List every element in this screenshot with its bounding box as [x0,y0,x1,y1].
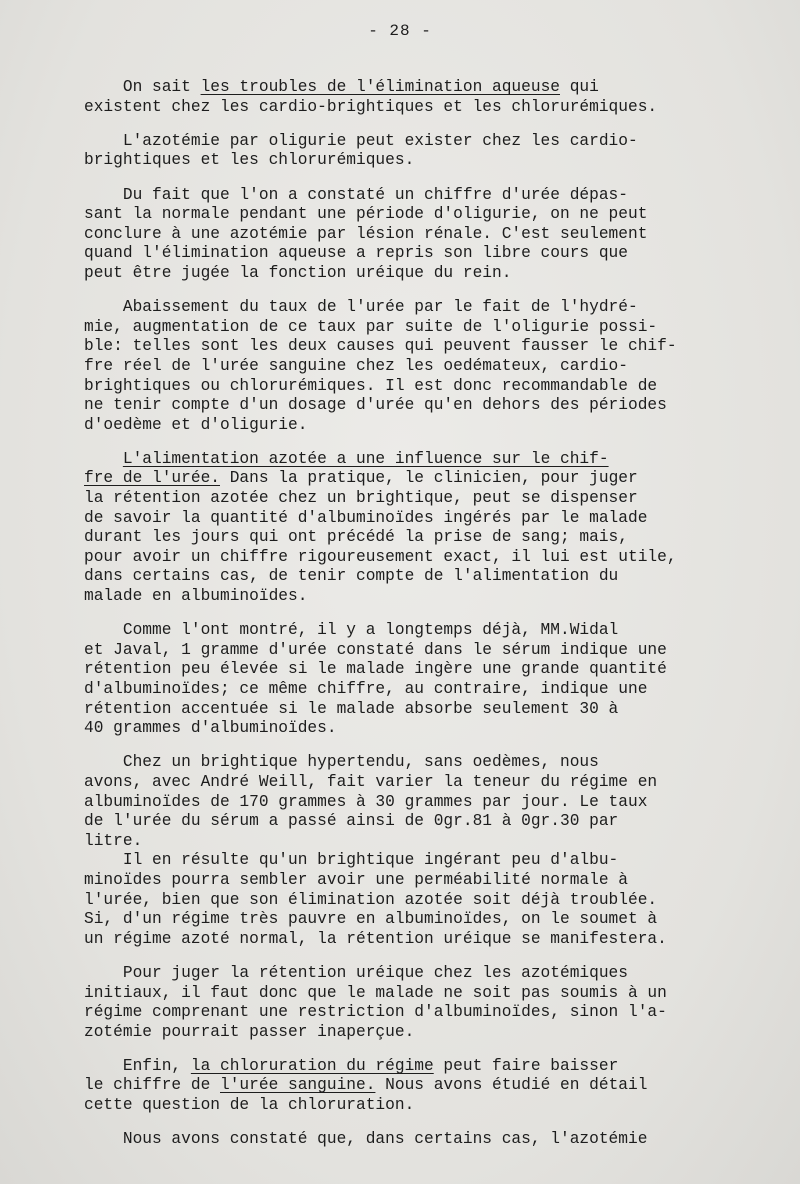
underlined-text: l'urée sanguine. [220,1076,376,1095]
text-segment: de savoir la quantité d'albuminoïdes ingérés par le malade [84,508,648,527]
paragraph [84,78,784,117]
underlined-text: L'alimentation azotée a une influence sur le chif- [122,449,609,468]
text-segment: sant la normale pendant une période d'oligurie, on ne peut [84,205,648,224]
text-line [84,1003,784,1023]
paragraph [84,1057,784,1116]
text-segment: Pour juger la rétention uréique chez les azotémiques [84,963,628,982]
text-segment: litre. [84,831,143,850]
text-segment: Il en résulte qu'un brightique ingérant peu d'albu- [84,851,619,870]
text-segment: durant les jours qui ont précédé la prise de sang; mais, [84,528,628,547]
text-segment: qui [560,78,599,96]
text-segment: zotémie pourrait passer inaperçue. [84,1022,415,1041]
paragraph [84,964,784,1042]
text-segment: pour avoir un chiffre rigoureusement exact, il lui est utile, [84,547,677,566]
text-line [84,489,784,509]
text-segment: Chez un brightique hypertendu, sans oedèmes, nous [84,753,599,772]
text-line [84,910,784,930]
text-segment: le chiffre de [84,1076,220,1095]
text-segment: d'oedème et d'oligurie. [84,415,308,434]
text-segment: Nous avons étudié en détail [375,1076,648,1095]
text-segment: quand l'élimination aqueuse a repris son libre cours que [84,244,628,263]
text-line [84,225,784,245]
paragraph [84,1130,784,1150]
text-segment: ne tenir compte d'un dosage d'urée qu'en dehors des périodes [84,396,667,415]
underlined-text: fre de l'urée. [84,469,220,488]
text-segment: rétention accentuée si le malade absorbe seulement 30 à [84,699,619,718]
text-segment [84,450,123,468]
text-line [84,1130,784,1150]
text-segment: dans certains cas, de tenir compte de l'alimentation du [84,567,619,586]
text-segment: d'albuminoïdes; ce même chiffre, au contraire, indique une [84,680,648,698]
paragraph [84,450,784,607]
paragraph [84,132,784,171]
text-line [84,337,784,357]
text-segment: Abaissement du taux de l'urée par le fait de l'hydré- [84,298,638,317]
text-line [84,205,784,225]
text-line [84,450,784,470]
text-line [84,509,784,529]
text-line [84,964,784,984]
paragraph [84,186,784,284]
text-line [84,680,784,700]
text-segment: fre réel de l'urée sanguine chez les oedémateux, cardio- [84,356,628,375]
text-segment: ble: telles sont les deux causes qui peuvent fausser le chif- [84,337,677,356]
text-line [84,587,784,607]
text-segment: avons, avec André Weill, fait varier la teneur du régime en [84,772,658,791]
text-line [84,984,784,1004]
text-line [84,244,784,264]
paragraph [84,298,784,435]
text-line [84,891,784,911]
text-line [84,1023,784,1043]
text-line [84,264,784,284]
text-segment: L'azotémie par oligurie peut exister chez les cardio- [84,131,638,150]
text-segment: mie, augmentation de ce taux par suite de l'oligurie possi- [84,317,658,336]
text-segment: initiaux, il faut donc que le malade ne soit pas soumis à un [84,983,667,1002]
text-line [84,753,784,773]
text-line [84,832,784,852]
text-segment: peut faire baisser [433,1056,619,1075]
text-line [84,151,784,171]
text-segment: albuminoïdes de 170 grammes à 30 grammes par jour. Le taux [84,792,648,811]
text-segment: malade en albuminoïdes. [84,587,308,606]
text-segment: minoïdes pourra sembler avoir une perméabilité normale à [84,870,628,889]
text-segment: de l'urée du sérum a passé ainsi de 0gr.81 à 0gr.30 par [84,812,619,831]
text-line [84,871,784,891]
text-line [84,528,784,548]
text-line [84,773,784,793]
text-segment: brightiques ou chlorurémiques. Il est donc recommandable de [84,376,658,395]
text-line [84,793,784,813]
text-segment: Nous avons constaté que, dans certains cas, l'azotémie [84,1130,648,1149]
text-line [84,78,784,98]
text-segment: Du fait que l'on a constaté un chiffre d'urée dépas- [84,185,628,204]
text-segment: brightiques et les chlorurémiques. [84,151,415,170]
text-line [84,1096,784,1116]
text-line [84,621,784,641]
text-segment: un régime azoté normal, la rétention uréique se manifestera. [84,929,667,948]
underlined-text: les troubles de l'élimination aqueuse [200,78,560,96]
text-segment: peut être jugée la fonction uréique du rein. [84,263,512,282]
text-line [84,719,784,739]
text-segment: cette question de la chloruration. [84,1096,415,1115]
text-line [84,700,784,720]
paragraph [84,621,784,739]
text-segment: Comme l'ont montré, il y a longtemps déjà, MM.Widal [84,621,619,640]
text-line [84,357,784,377]
text-segment: 40 grammes d'albuminoïdes. [84,719,337,738]
text-line [84,396,784,416]
text-segment: Dans la pratique, le clinicien, pour juger [220,469,638,488]
text-segment: Enfin, [84,1056,191,1075]
text-line [84,318,784,338]
text-line [84,132,784,152]
underlined-text: la chloruration du régime [190,1056,434,1075]
text-segment: conclure à une azotémie par lésion rénale. C'est seulement [84,224,648,243]
text-line [84,812,784,832]
text-line [84,1057,784,1077]
text-segment: rétention peu élevée si le malade ingère une grande quantité [84,660,667,679]
page-number: - 28 - [368,22,432,40]
text-line [84,1076,784,1096]
text-line [84,930,784,950]
text-segment: existent chez les cardio-brightiques et les chlorurémiques. [84,97,658,116]
text-line [84,851,784,871]
text-line [84,98,784,118]
text-line [84,469,784,489]
text-line [84,660,784,680]
text-line [84,548,784,568]
text-segment: la rétention azotée chez un brightique, peut se dispenser [84,489,638,508]
body-text [84,78,784,1164]
paragraph [84,753,784,949]
text-segment: régime comprenant une restriction d'albuminoïdes, sinon l'a- [84,1003,667,1022]
text-segment: Si, d'un régime très pauvre en albuminoïdes, on le soumet à [84,910,658,929]
text-line [84,377,784,397]
text-segment: On sait [84,78,201,96]
text-segment: et Javal, 1 gramme d'urée constaté dans le sérum indique une [84,640,667,659]
text-line [84,567,784,587]
text-line [84,641,784,661]
text-line [84,186,784,206]
text-segment: l'urée, bien que son élimination azotée soit déjà troublée. [84,890,658,909]
text-line [84,416,784,436]
text-line [84,298,784,318]
